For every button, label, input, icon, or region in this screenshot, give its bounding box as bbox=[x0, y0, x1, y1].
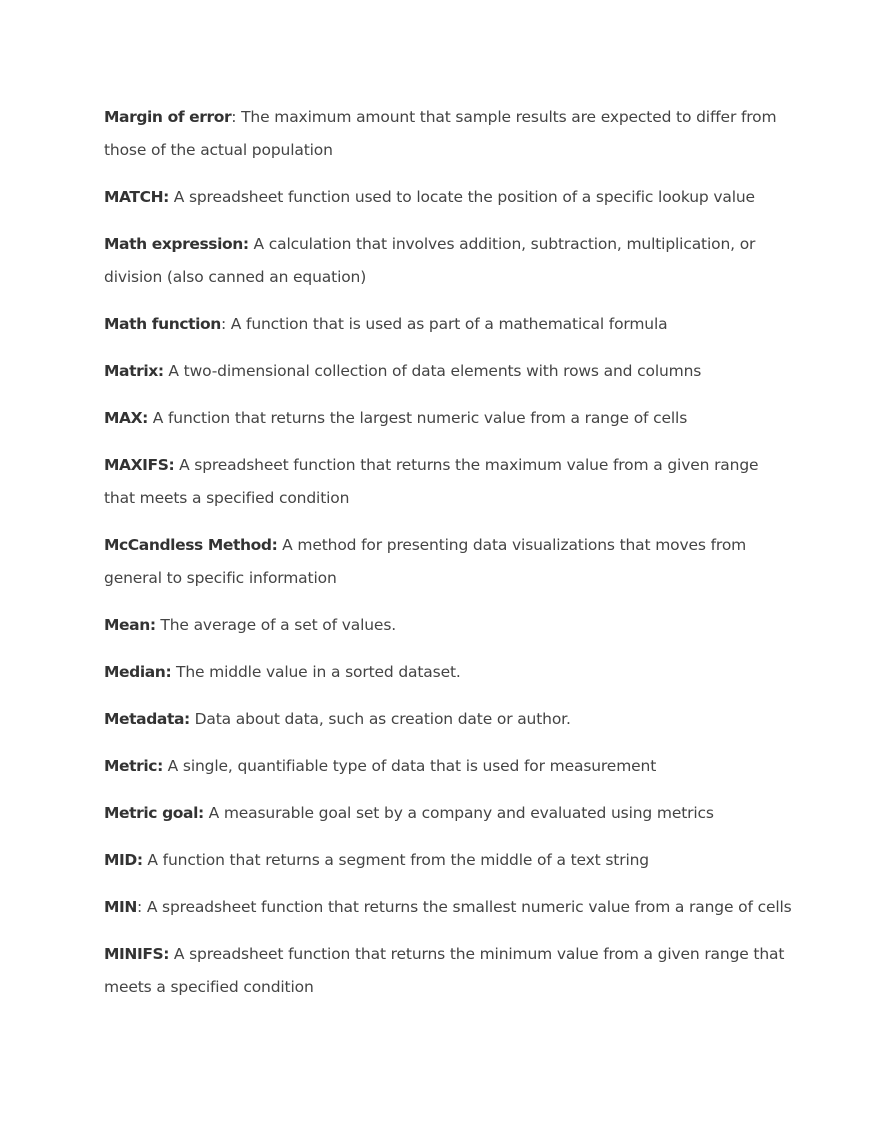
glossary-term: Math expression: bbox=[104, 235, 249, 253]
glossary-entry-metric-goal bbox=[104, 797, 794, 830]
glossary-definition: The middle value in a sorted dataset. bbox=[171, 663, 461, 681]
glossary-entry-mean bbox=[104, 609, 794, 642]
glossary-term: MID: bbox=[104, 851, 143, 869]
glossary-entry-math-function bbox=[104, 308, 794, 341]
glossary-definition: The average of a set of values. bbox=[155, 616, 397, 634]
glossary-definition: A spreadsheet function that returns the maximum value from a given range that meets a specified condition bbox=[104, 456, 759, 507]
term-separator: : bbox=[136, 898, 143, 916]
glossary-entry-match bbox=[104, 181, 794, 214]
term-separator: : bbox=[220, 315, 227, 333]
glossary-term: Metric: bbox=[104, 757, 163, 775]
glossary-term: Mean: bbox=[104, 616, 156, 634]
glossary-entry-median bbox=[104, 656, 794, 689]
glossary-definition: A single, quantifiable type of data that is used for measurement bbox=[162, 757, 657, 775]
glossary-term: Margin of error bbox=[104, 108, 232, 126]
glossary-entry-minifs bbox=[104, 938, 794, 1004]
glossary-term: MAXIFS: bbox=[104, 456, 175, 474]
glossary-entry-matrix bbox=[104, 355, 794, 388]
glossary-entry-math-expression bbox=[104, 228, 794, 294]
glossary-definition: A calculation that involves addition, subtraction, multiplication, or division (also canned an equation) bbox=[104, 235, 756, 286]
glossary-term: Math function bbox=[104, 315, 221, 333]
glossary-term: Matrix: bbox=[104, 362, 164, 380]
glossary-term: Metric goal: bbox=[104, 804, 204, 822]
glossary-term: Median: bbox=[104, 663, 172, 681]
glossary-term: Metadata: bbox=[104, 710, 190, 728]
glossary-definition: A method for presenting data visualizations that moves from general to specific information bbox=[104, 536, 747, 587]
glossary-definition: A measurable goal set by a company and evaluated using metrics bbox=[203, 804, 714, 822]
glossary-definition: A function that returns the largest numeric value from a range of cells bbox=[147, 409, 688, 427]
glossary-entry-metadata bbox=[104, 703, 794, 736]
glossary-page bbox=[104, 101, 794, 1018]
glossary-definition: A spreadsheet function that returns the minimum value from a given range that meets a specified condition bbox=[104, 945, 785, 996]
glossary-definition: A function that is used as part of a mathematical formula bbox=[226, 315, 668, 333]
glossary-definition: A function that returns a segment from the middle of a text string bbox=[142, 851, 649, 869]
glossary-term: MAX: bbox=[104, 409, 148, 427]
glossary-entry-mid bbox=[104, 844, 794, 877]
glossary-definition: A spreadsheet function that returns the smallest numeric value from a range of cells bbox=[142, 898, 792, 916]
glossary-definition: A two-dimensional collection of data elements with rows and columns bbox=[163, 362, 702, 380]
glossary-entry-max bbox=[104, 402, 794, 435]
glossary-entry-maxifs bbox=[104, 449, 794, 515]
glossary-term: MINIFS: bbox=[104, 945, 170, 963]
glossary-term: MIN bbox=[104, 898, 137, 916]
glossary-entry-mccandless-method bbox=[104, 529, 794, 595]
glossary-term: MATCH: bbox=[104, 188, 169, 206]
glossary-entry-metric bbox=[104, 750, 794, 783]
glossary-entry-min bbox=[104, 891, 794, 924]
glossary-definition: A spreadsheet function used to locate the position of a specific lookup value bbox=[168, 188, 755, 206]
term-separator: : bbox=[231, 108, 237, 126]
glossary-term: McCandless Method: bbox=[104, 536, 278, 554]
glossary-definition: The maximum amount that sample results are expected to differ from those of the actual population bbox=[104, 108, 777, 159]
glossary-definition: Data about data, such as creation date or author. bbox=[189, 710, 571, 728]
glossary-entry-margin-of-error bbox=[104, 101, 794, 167]
